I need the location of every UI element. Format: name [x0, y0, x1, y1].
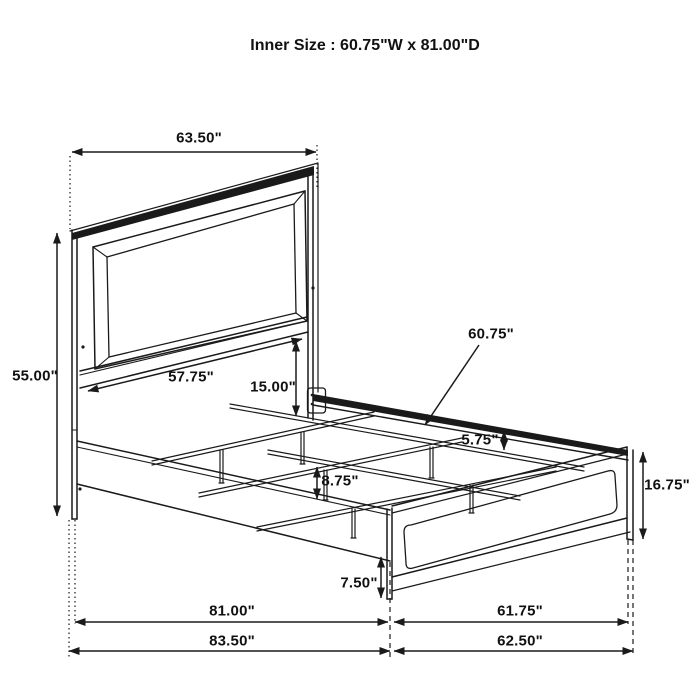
dim-label-foot-inner-span: 61.75" — [497, 602, 543, 620]
dim-label-headboard-width: 63.50" — [176, 129, 222, 147]
slat-width-leader — [425, 345, 479, 425]
footboard-group — [387, 447, 633, 599]
center-support-bars — [230, 404, 584, 500]
dim-label-headboard-inner-width: 57.75" — [168, 368, 214, 386]
dim-label-slat-height: 8.75" — [321, 472, 359, 490]
dim-label-foot-overall-span: 62.50" — [497, 632, 543, 650]
dim-label-rail-floor-gap: 7.50" — [340, 574, 378, 592]
inner-size-title: Inner Size : 60.75"W x 81.00"D — [250, 37, 480, 54]
dim-label-inner-depth: 81.00" — [209, 602, 255, 620]
dim-label-footboard-height: 16.75" — [644, 476, 690, 494]
dim-label-rail-gap: 5.75" — [461, 431, 499, 449]
dim-label-overall-depth: 83.50" — [209, 632, 255, 650]
front-side-rail — [77, 441, 390, 561]
dim-label-headboard-height: 55.00" — [12, 367, 58, 385]
headboard-group — [70, 163, 326, 519]
dim-label-headboard-panel-gap: 15.00" — [250, 378, 296, 396]
dim-label-slat-width: 60.75" — [468, 325, 514, 343]
